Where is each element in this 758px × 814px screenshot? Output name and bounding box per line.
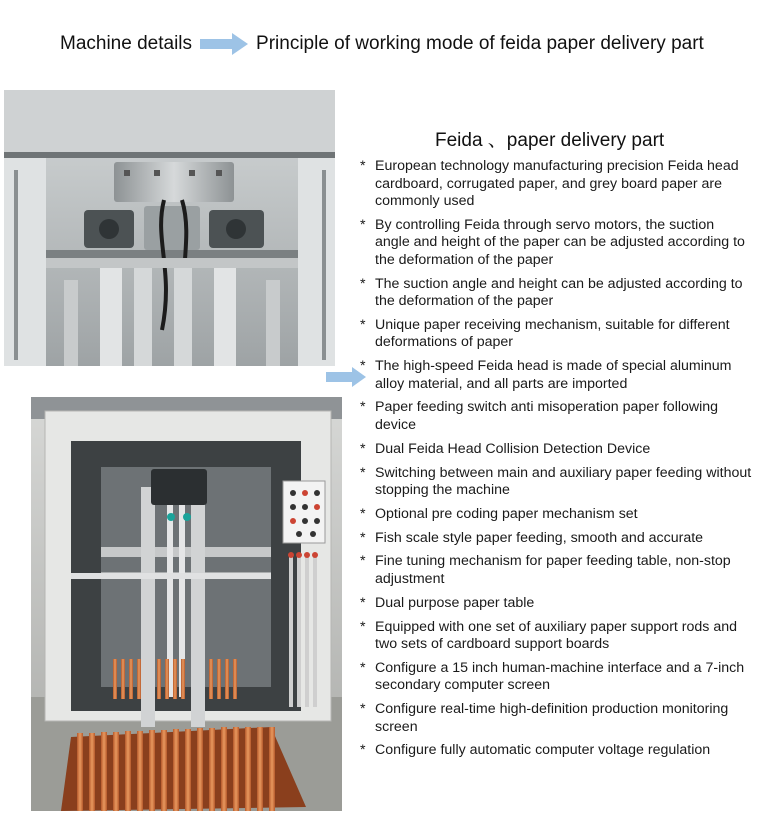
breadcrumb-machine-details: Machine details [60,33,193,54]
breadcrumb [60,30,704,58]
spec-item: * Fish scale style paper feeding, smooth and accurate [360,530,752,548]
spec-item: * Optional pre coding paper mechanism set [360,506,752,524]
right-arrow-icon [200,33,248,55]
spec-title: Feida 、paper delivery part [435,130,665,151]
spec-item: * Configure a 15 inch human-machine interface and a 7-inch secondary computer screen [360,660,752,695]
spec-item: * The high-speed Feida head is made of special aluminum alloy material, and all parts are imported [360,358,752,393]
spec-item: * By controlling Feida through servo motors, the suction angle and height of the paper can be adjusted according to the deformation of the paper [360,217,752,270]
spec-item: * Fine tuning mechanism for paper feeding table, non-stop adjustment [360,553,752,588]
feida-head-illustration [4,90,335,366]
paper-delivery-machine-photo [31,397,342,811]
spec-item: * Equipped with one set of auxiliary paper support rods and two sets of cardboard support boards [360,619,752,654]
spec-item: * Paper feeding switch anti misoperation paper following device [360,399,752,434]
breadcrumb-principle: Principle of working mode of feida paper delivery part [256,33,704,54]
spec-item: * Dual Feida Head Collision Detection Device [360,441,752,459]
spec-item: * Configure fully automatic computer voltage regulation [360,742,752,760]
feida-head-photo [4,90,335,366]
spec-item: * Dual purpose paper table [360,595,752,613]
spec-item: * Switching between main and auxiliary paper feeding without stopping the machine [360,465,752,500]
paper-delivery-machine-illustration [31,397,342,811]
spec-list [360,158,752,766]
spec-item: * Configure real-time high-definition production monitoring screen [360,701,752,736]
spec-item: * Unique paper receiving mechanism, suitable for different deformations of paper [360,317,752,352]
spec-item: * The suction angle and height can be adjusted according to the deformation of the paper [360,276,752,311]
spec-item: * European technology manufacturing precision Feida head cardboard, corrugated paper, and grey board paper are commonly used [360,158,752,211]
